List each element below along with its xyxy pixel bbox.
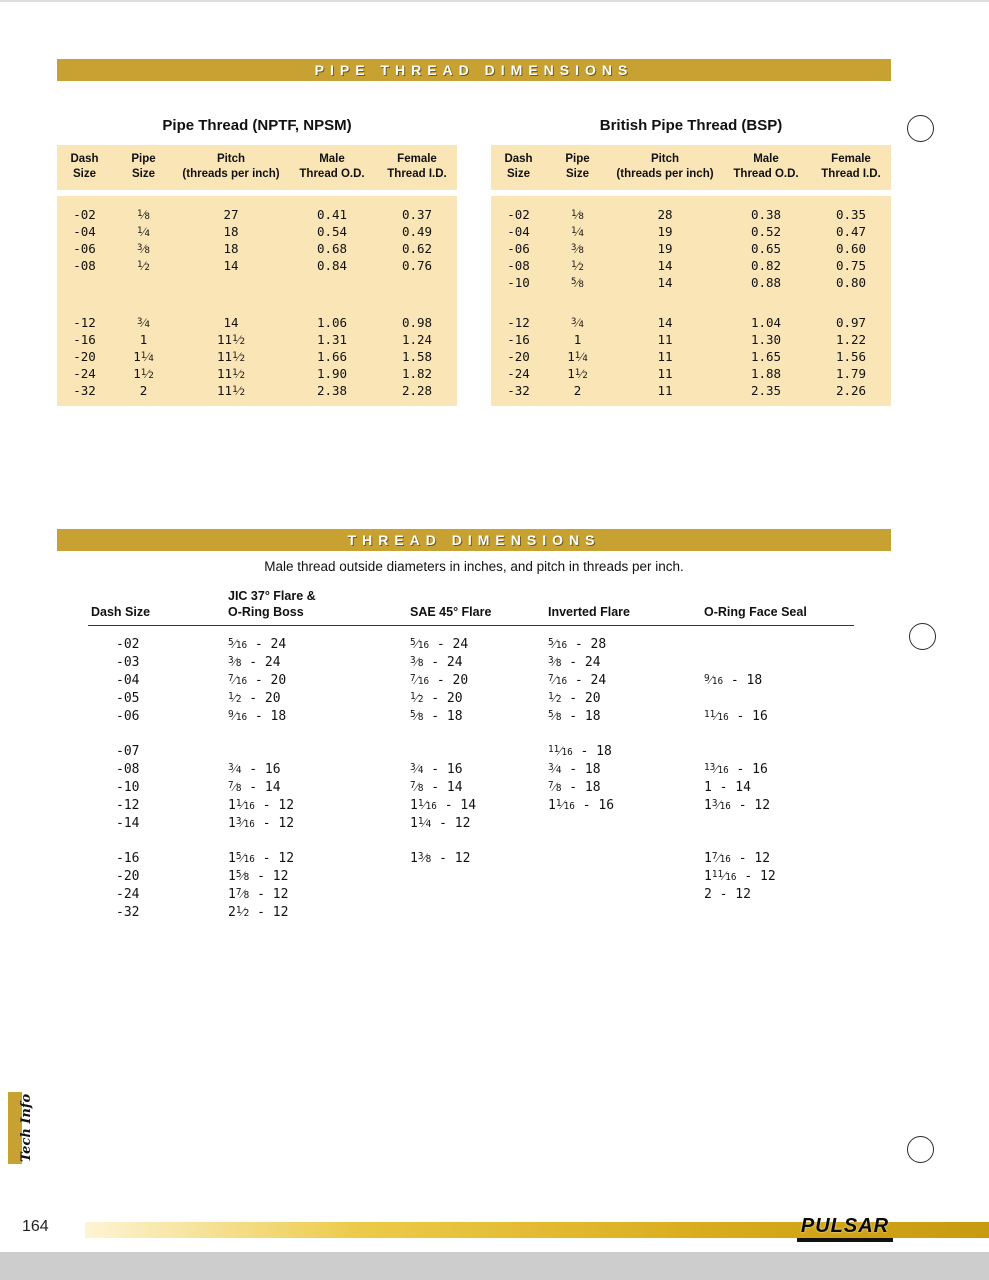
table-cell: 11 (657, 366, 673, 381)
table-cell: $1^3⁄16 - 12$ (704, 797, 771, 813)
table-cell (704, 815, 854, 833)
table-row (88, 815, 854, 833)
table-cell: $^1$⁄8 (571, 207, 584, 222)
page-number: 164 (22, 1218, 49, 1235)
table-cell: $^{11}$⁄16 - 16 (704, 708, 768, 724)
table-cell: $1^1⁄16 - 12$ (228, 797, 295, 813)
table-cell: $^5$⁄8 (571, 275, 584, 290)
column-header: Pitch (threads per inch) (182, 153, 280, 180)
table-cell: -03 (116, 655, 140, 670)
table-cell (548, 904, 704, 922)
table-cell: $1^1⁄4$ (133, 349, 154, 364)
table-group (491, 314, 891, 399)
registration-mark-circle (907, 1136, 934, 1163)
table-title-bsp: British Pipe Thread (BSP) (599, 117, 783, 134)
table-cell: -10 (507, 275, 530, 290)
page-bottom-edge (0, 1252, 989, 1280)
table-cell: $^1$⁄2 - 20 (548, 690, 601, 706)
table-cell: 0.98 (401, 315, 433, 330)
table-cell: $^3$⁄8 (571, 241, 584, 256)
section-bar-thread-dimensions (57, 529, 891, 551)
bsp-table (491, 145, 891, 406)
table-cell (548, 850, 704, 868)
table-cell: 0.97 (835, 315, 867, 330)
table-cell: $^1$⁄2 (137, 258, 150, 273)
table-row (57, 365, 457, 382)
table-header-row (57, 145, 457, 190)
table-cell: -24 (116, 887, 140, 902)
column-header: Dash Size (91, 605, 151, 619)
table-cell: 1.58 (401, 349, 433, 364)
table-row (88, 743, 854, 761)
table-row (491, 274, 891, 291)
table-cell: 11 (657, 332, 673, 347)
table-row (88, 636, 854, 654)
table-cell: $^1$⁄4 (137, 224, 150, 239)
table-cell: $^5$⁄8 - 18 (410, 708, 463, 724)
column-header: Female Thread I.D. (387, 153, 447, 180)
table-row (88, 850, 854, 868)
table-cell (704, 743, 854, 761)
table-row (88, 690, 854, 708)
table-cell: 1.66 (316, 349, 348, 364)
column-header: O-Ring Face Seal (704, 605, 807, 619)
table-cell (410, 904, 548, 922)
table-cell: 0.75 (835, 258, 867, 273)
table-cell: 0.52 (750, 224, 782, 239)
registration-mark-circle (907, 115, 934, 142)
table-row (57, 348, 457, 365)
table-row (88, 708, 854, 726)
table-row (491, 331, 891, 348)
table-cell (410, 886, 548, 904)
table-cell: 14 (657, 258, 673, 273)
table-cell: -16 (116, 851, 140, 866)
table-cell: $1^7⁄16 - 12$ (704, 850, 771, 866)
table-cell: $1^5⁄8 - 12$ (228, 868, 289, 884)
table-cell: $^7$⁄16 - 24 (548, 672, 607, 688)
table-cell: $1^1⁄2$ (133, 366, 154, 381)
table-row (57, 382, 457, 399)
table-cell: 2 - 12 (704, 887, 751, 902)
table-cell: $11^1⁄2$ (217, 383, 245, 398)
nptf-table (57, 145, 457, 406)
table-row (88, 654, 854, 672)
table-cell: 1.88 (750, 366, 782, 381)
table-body (88, 626, 854, 922)
table-cell: $1^3⁄16 - 12$ (228, 815, 295, 831)
table-cell: $11^1⁄2$ (217, 349, 245, 364)
table-row (491, 240, 891, 257)
table-cell: 1 (139, 332, 148, 347)
section-title-thread-dimensions: THREAD DIMENSIONS (347, 532, 601, 548)
page-top-edge (0, 0, 989, 2)
table-cell: $1^1⁄16 - 14$ (410, 797, 477, 813)
table-cell (704, 904, 854, 922)
table-cell: $^3$⁄8 - 24 (410, 654, 463, 670)
table-cell: $^5$⁄16 - 28 (548, 636, 607, 652)
table-cell: 11 (657, 349, 673, 364)
table-cell: 0.49 (401, 224, 433, 239)
table-cell (548, 868, 704, 886)
table-cell: 1.24 (401, 332, 433, 347)
table-cell: -06 (116, 709, 140, 724)
table-cell: 0.35 (835, 207, 867, 222)
table-cell: -10 (116, 780, 140, 795)
table-cell: $^9$⁄16 - 18 (704, 672, 763, 688)
table-cell: 14 (223, 258, 239, 273)
table-cell: -12 (116, 798, 140, 813)
table-cell: -06 (507, 241, 530, 256)
table-cell: 0.54 (316, 224, 348, 239)
table-cell: $^5$⁄16 - 24 (228, 636, 287, 652)
table-cell: $^1$⁄2 - 20 (410, 690, 463, 706)
table-cell: 2.35 (750, 383, 782, 398)
table-cell: -08 (507, 258, 530, 273)
table-cell: $^3$⁄4 - 16 (410, 761, 463, 777)
table-cell: 27 (223, 207, 239, 222)
column-header: Male Thread O.D. (733, 153, 799, 180)
table-cell: $1^7⁄8 - 12$ (228, 886, 289, 902)
table-cell: $^1$⁄2 (571, 258, 584, 273)
table-cell: 28 (657, 207, 673, 222)
table-cell: $^3$⁄4 - 16 (228, 761, 281, 777)
table-cell (704, 690, 854, 708)
table-cell: 0.60 (835, 241, 867, 256)
column-header: Pitch (threads per inch) (616, 153, 714, 180)
thread-dimensions-subtitle: Male thread outside diameters in inches, and pitch in threads per inch. (264, 559, 684, 574)
table-cell (548, 886, 704, 904)
table-cell: -12 (507, 315, 530, 330)
table-cell: 0.84 (316, 258, 348, 273)
table-cell: 0.62 (401, 241, 433, 256)
table-cell: $^3$⁄4 - 18 (548, 761, 601, 777)
table-cell: 0.47 (835, 224, 867, 239)
table-cell: 2.38 (316, 383, 348, 398)
registration-mark-circle (909, 623, 936, 650)
table-cell: 18 (223, 241, 239, 256)
table-cell: $^3$⁄8 - 24 (228, 654, 281, 670)
table-group (57, 314, 457, 399)
table-row (57, 223, 457, 240)
table-cell: -20 (116, 869, 140, 884)
table-cell: $^1$⁄8 (137, 207, 150, 222)
table-row (57, 331, 457, 348)
table-cell: $^1$⁄4 (571, 224, 584, 239)
table-cell: $^9$⁄16 - 18 (228, 708, 287, 724)
table-cell: 1.79 (835, 366, 867, 381)
table-row (88, 779, 854, 797)
table-row (88, 672, 854, 690)
table-cell: 2 (139, 383, 148, 398)
table-header-row (88, 588, 854, 626)
table-row (491, 348, 891, 365)
table-cell: 0.38 (750, 207, 782, 222)
table-row (88, 886, 854, 904)
table-cell: 0.41 (316, 207, 348, 222)
table-cell: 2 (573, 383, 582, 398)
table-cell: -02 (507, 207, 530, 222)
table-group (57, 206, 457, 314)
table-cell: $1^1⁄2$ (567, 366, 588, 381)
column-header: Pipe Size (565, 153, 590, 180)
table-cell (704, 636, 854, 654)
table-cell: 1 - 14 (704, 780, 751, 795)
table-cell (228, 743, 410, 761)
table-cell: 0.76 (401, 258, 433, 273)
table-cell: 0.88 (750, 275, 782, 290)
column-header: Dash Size (70, 153, 99, 180)
section-title-pipe-thread: PIPE THREAD DIMENSIONS (314, 62, 634, 78)
tech-info-tab (8, 1092, 44, 1164)
table-cell (704, 654, 854, 672)
table-group (88, 850, 854, 922)
table-cell: -32 (116, 905, 140, 920)
column-header: Pipe Size (131, 153, 156, 180)
table-cell: 14 (223, 315, 239, 330)
table-header-row (491, 145, 891, 190)
table-cell: -06 (73, 241, 96, 256)
table-cell: 19 (657, 241, 673, 256)
table-cell: 1.22 (835, 332, 867, 347)
table-cell: 1.82 (401, 366, 433, 381)
table-cell: 0.68 (316, 241, 348, 256)
table-row (491, 257, 891, 274)
table-cell: $11^1⁄2$ (217, 332, 245, 347)
table-cell: $^3$⁄8 (137, 241, 150, 256)
thread-dimensions-table (88, 588, 854, 939)
table-cell: 1.56 (835, 349, 867, 364)
table-cell: $1^1⁄4 - 12$ (410, 815, 471, 831)
table-cell: 0.80 (835, 275, 867, 290)
table-row (491, 223, 891, 240)
table-cell: 1.90 (316, 366, 348, 381)
table-cell: -02 (73, 207, 96, 222)
table-cell: -04 (507, 224, 530, 239)
table-cell: $1^5⁄16 - 12$ (228, 850, 295, 866)
table-cell: -32 (73, 383, 96, 398)
table-cell: 1.30 (750, 332, 782, 347)
table-cell: $^7$⁄8 - 14 (228, 779, 281, 795)
table-cell: $^3$⁄4 (137, 315, 150, 330)
table-cell: $^1$⁄2 - 20 (228, 690, 281, 706)
table-cell: -14 (116, 816, 140, 831)
table-cell: $^7$⁄16 - 20 (228, 672, 287, 688)
column-header: JIC 37° Flare & O-Ring Boss (228, 589, 316, 619)
table-cell: $2^1⁄2 - 12$ (228, 904, 289, 920)
table-cell: $1^{11}⁄16 - 12$ (704, 868, 776, 884)
table-cell: -07 (116, 744, 140, 759)
table-cell: 1.65 (750, 349, 782, 364)
table-cell: -08 (73, 258, 96, 273)
table-cell: $^{11}$⁄16 - 18 (548, 743, 612, 759)
table-cell: 0.37 (401, 207, 433, 222)
table-cell: $^3$⁄8 - 24 (548, 654, 601, 670)
table-cell: 0.82 (750, 258, 782, 273)
column-header: Female Thread I.D. (821, 153, 881, 180)
table-cell: -16 (73, 332, 96, 347)
table-cell: -24 (73, 366, 96, 381)
column-header: Male Thread O.D. (299, 153, 365, 180)
table-cell: -24 (507, 366, 530, 381)
tech-info-tab-label: Tech Info (19, 1093, 34, 1163)
brand-logo: PULSAR (800, 1215, 890, 1237)
table-row (88, 761, 854, 779)
table-row (88, 868, 854, 886)
table-cell: 1 (573, 332, 582, 347)
column-header: SAE 45° Flare (410, 605, 492, 619)
table-cell: 14 (657, 315, 673, 330)
table-cell: $^3$⁄4 (571, 315, 584, 330)
column-header: Inverted Flare (548, 605, 630, 619)
table-row (88, 904, 854, 922)
table-cell (548, 815, 704, 833)
table-cell: -02 (116, 637, 140, 652)
table-cell: $^{13}$⁄16 - 16 (704, 761, 768, 777)
table-row (491, 382, 891, 399)
table-body (491, 196, 891, 406)
table-cell: 1.06 (316, 315, 348, 330)
table-cell: 18 (223, 224, 239, 239)
table-title-nptf: Pipe Thread (NPTF, NPSM) (162, 117, 352, 134)
table-cell: $^7$⁄8 - 18 (548, 779, 601, 795)
table-cell (410, 868, 548, 886)
table-cell: 0.65 (750, 241, 782, 256)
table-cell: $^5$⁄8 - 18 (548, 708, 601, 724)
table-body (57, 196, 457, 406)
table-cell: -12 (73, 315, 96, 330)
section-bar-pipe-thread (57, 59, 891, 81)
table-row (88, 797, 854, 815)
table-cell: 1.04 (750, 315, 782, 330)
table-row (57, 206, 457, 223)
table-cell: $11^1⁄2$ (217, 366, 245, 381)
table-cell: -32 (507, 383, 530, 398)
table-cell: -04 (116, 673, 140, 688)
table-cell: -08 (116, 762, 140, 777)
table-cell: 2.26 (835, 383, 867, 398)
table-cell: -20 (507, 349, 530, 364)
table-cell: 11 (657, 383, 673, 398)
table-cell: 1.31 (316, 332, 348, 347)
brand-logo-underline (797, 1238, 893, 1242)
table-cell: -16 (507, 332, 530, 347)
table-cell (410, 743, 548, 761)
table-cell: -05 (116, 691, 140, 706)
table-cell: $^7$⁄8 - 14 (410, 779, 463, 795)
table-cell: 2.28 (401, 383, 433, 398)
column-header: Dash Size (504, 153, 533, 180)
table-cell: 19 (657, 224, 673, 239)
table-row (57, 240, 457, 257)
table-cell: $1^1⁄16 - 16$ (548, 797, 615, 813)
table-row (491, 206, 891, 223)
table-group (491, 206, 891, 314)
table-row (57, 257, 457, 274)
table-cell: -04 (73, 224, 96, 239)
table-row (491, 365, 891, 382)
table-cell: $1^1⁄4$ (567, 349, 588, 364)
table-cell: -20 (73, 349, 96, 364)
table-cell: $^7$⁄16 - 20 (410, 672, 469, 688)
table-cell: $1^3⁄8 - 12$ (410, 850, 471, 866)
table-group (88, 743, 854, 833)
table-group (88, 636, 854, 726)
table-row (491, 314, 891, 331)
table-row (57, 314, 457, 331)
table-cell: $^5$⁄16 - 24 (410, 636, 469, 652)
table-cell: 14 (657, 275, 673, 290)
